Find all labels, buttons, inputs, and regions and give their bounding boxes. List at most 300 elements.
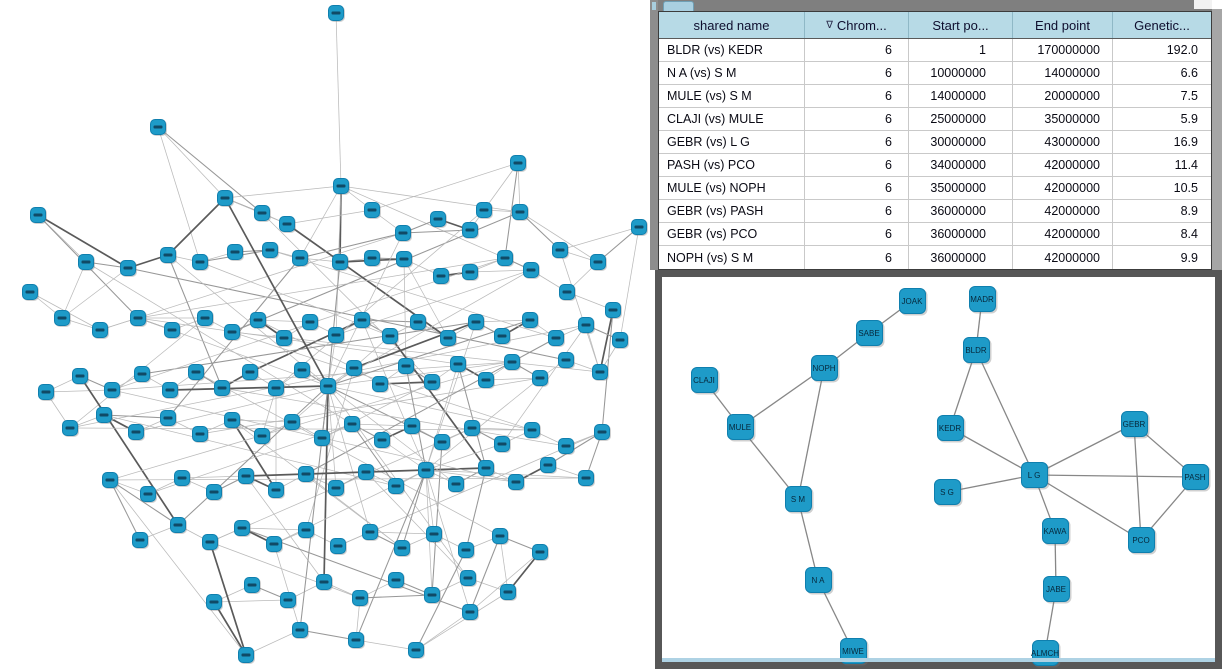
network-edge	[178, 386, 328, 525]
node-label-smudge	[508, 361, 517, 364]
table-row[interactable]	[659, 39, 1211, 62]
network-node[interactable]	[592, 364, 608, 380]
column-header-startpo[interactable]	[909, 12, 1013, 38]
node-label-smudge	[108, 389, 117, 392]
column-header-sharedname[interactable]	[659, 12, 805, 38]
column-header-label: Chrom...	[836, 17, 887, 33]
divider-collapse-handle[interactable]	[652, 2, 656, 10]
node-label-smudge	[368, 257, 377, 260]
node-label: PCO	[1132, 535, 1150, 545]
network-node[interactable]	[510, 155, 526, 171]
network-edge	[62, 268, 128, 318]
node-label-smudge	[302, 529, 311, 532]
network-node[interactable]	[134, 366, 150, 382]
node-label-smudge	[480, 209, 489, 212]
subnetwork-node-madr[interactable]	[969, 286, 996, 312]
network-node[interactable]	[250, 312, 266, 328]
subnetwork-node-mule[interactable]	[727, 414, 754, 440]
network-node[interactable]	[206, 484, 222, 500]
network-node[interactable]	[612, 332, 628, 348]
node-label-smudge	[132, 431, 141, 434]
node-label-smudge	[358, 319, 367, 322]
network-edge	[214, 600, 288, 602]
column-header-label: End point	[1035, 17, 1090, 33]
subnetwork-node-claji[interactable]	[691, 367, 718, 393]
network-node[interactable]	[388, 572, 404, 588]
network-node[interactable]	[497, 250, 513, 266]
node-label-smudge	[582, 477, 591, 480]
network-node[interactable]	[558, 438, 574, 454]
network-node[interactable]	[434, 434, 450, 450]
network-node[interactable]	[430, 211, 446, 227]
table-cell: 8.9	[1180, 204, 1198, 218]
subnetwork-bottom-edge	[662, 658, 1215, 662]
table-cell: 6	[805, 223, 909, 245]
network-node[interactable]	[631, 219, 647, 235]
network-edge	[356, 470, 426, 640]
network-node[interactable]	[268, 380, 284, 396]
node-label-smudge	[332, 12, 341, 15]
network-node[interactable]	[532, 544, 548, 560]
node-label-smudge	[82, 261, 91, 264]
column-header-label: shared name	[693, 17, 770, 33]
network-node[interactable]	[268, 482, 284, 498]
node-label-smudge	[266, 249, 275, 252]
network-node[interactable]	[140, 486, 156, 502]
network-node[interactable]	[328, 5, 344, 21]
table-row[interactable]	[659, 108, 1211, 131]
network-node[interactable]	[224, 324, 240, 340]
table-cell: 170000000	[1013, 39, 1113, 61]
subnetwork-node-sabe[interactable]	[856, 320, 883, 346]
node-label-smudge	[498, 443, 507, 446]
node-label-smudge	[562, 359, 571, 362]
network-node[interactable]	[374, 432, 390, 448]
node-label-smudge	[258, 435, 267, 438]
table-cell: 6	[805, 154, 909, 176]
network-node[interactable]	[504, 354, 520, 370]
network-edge	[158, 127, 262, 213]
table-cell: 6	[805, 200, 909, 222]
network-node[interactable]	[206, 594, 222, 610]
table-row[interactable]	[659, 85, 1211, 108]
network-edge	[46, 390, 112, 392]
network-node[interactable]	[594, 424, 610, 440]
network-node[interactable]	[512, 204, 528, 220]
network-node[interactable]	[450, 356, 466, 372]
network-edge	[287, 210, 372, 224]
network-node[interactable]	[388, 478, 404, 494]
node-label: ALMCH	[1031, 648, 1060, 658]
network-node[interactable]	[364, 250, 380, 266]
network-node[interactable]	[424, 374, 440, 390]
subnetwork-node-jabe[interactable]	[1043, 576, 1070, 602]
network-node[interactable]	[234, 520, 250, 536]
network-node[interactable]	[192, 426, 208, 442]
network-node[interactable]	[280, 592, 296, 608]
subnetwork-node-bldr[interactable]	[963, 337, 990, 363]
network-node[interactable]	[494, 436, 510, 452]
network-edge	[1034, 475, 1195, 477]
network-edge	[80, 376, 178, 525]
filter-icon[interactable]: ∇	[826, 19, 833, 31]
node-label-smudge	[464, 577, 473, 580]
table-cell: 10.5	[1173, 181, 1198, 195]
subnetwork-node-gebr[interactable]	[1121, 411, 1148, 437]
table-cell: 6	[805, 131, 909, 153]
column-header-chrom[interactable]	[805, 12, 909, 38]
network-node[interactable]	[294, 362, 310, 378]
node-label-smudge	[496, 535, 505, 538]
network-node[interactable]	[394, 540, 410, 556]
node-label-smudge	[544, 464, 553, 467]
network-node[interactable]	[132, 532, 148, 548]
network-node[interactable]	[352, 590, 368, 606]
network-edge	[1134, 424, 1141, 540]
subnetwork-node-noph[interactable]	[811, 355, 838, 381]
network-node[interactable]	[160, 410, 176, 426]
network-node[interactable]	[540, 457, 556, 473]
node-label-smudge	[336, 261, 345, 264]
network-node[interactable]	[523, 262, 539, 278]
network-node[interactable]	[197, 310, 213, 326]
subnetwork-node-kawa[interactable]	[1042, 518, 1069, 544]
network-node[interactable]	[492, 528, 508, 544]
network-node[interactable]	[22, 284, 38, 300]
network-node[interactable]	[500, 584, 516, 600]
network-node[interactable]	[476, 202, 492, 218]
network-node[interactable]	[328, 480, 344, 496]
column-header-genetic[interactable]	[1113, 12, 1211, 38]
network-edge	[225, 186, 341, 198]
network-node[interactable]	[462, 264, 478, 280]
network-edge	[246, 470, 426, 476]
network-node[interactable]	[279, 216, 295, 232]
node-label-smudge	[466, 611, 475, 614]
network-edge	[360, 595, 432, 598]
network-node[interactable]	[468, 314, 484, 330]
network-node[interactable]	[398, 358, 414, 374]
node-label-smudge	[434, 218, 443, 221]
table-row[interactable]	[659, 246, 1211, 269]
network-node[interactable]	[328, 327, 344, 343]
network-node[interactable]	[314, 430, 330, 446]
subnetwork-node-s-m[interactable]	[785, 486, 812, 512]
network-node[interactable]	[462, 222, 478, 238]
network-node[interactable]	[362, 524, 378, 540]
network-node[interactable]	[238, 468, 254, 484]
node-label-smudge	[526, 319, 535, 322]
table-cell: N A (vs) S M	[659, 62, 805, 84]
table-cell: 42000000	[1013, 154, 1113, 176]
network-node[interactable]	[188, 364, 204, 380]
network-node[interactable]	[440, 330, 456, 346]
table-row[interactable]	[659, 62, 1211, 85]
network-node[interactable]	[578, 317, 594, 333]
table-cell: CLAJI (vs) MULE	[659, 108, 805, 130]
node-label-smudge	[444, 337, 453, 340]
network-node[interactable]	[128, 424, 144, 440]
node-label-smudge	[414, 321, 423, 324]
node-label: KAWA	[1043, 526, 1067, 536]
network-node[interactable]	[292, 622, 308, 638]
network-node[interactable]	[433, 268, 449, 284]
network-node[interactable]	[242, 364, 258, 380]
edge-attribute-table	[658, 11, 1212, 270]
table-cell: 6	[805, 62, 909, 84]
node-label-smudge	[536, 377, 545, 380]
node-label-smudge	[258, 212, 267, 215]
network-node[interactable]	[464, 420, 480, 436]
node-label-smudge	[376, 383, 385, 386]
network-node[interactable]	[92, 322, 108, 338]
subnetwork-node-kedr[interactable]	[937, 415, 964, 441]
network-node[interactable]	[102, 472, 118, 488]
network-edge	[110, 480, 246, 655]
node-label-smudge	[178, 477, 187, 480]
network-node[interactable]	[522, 312, 538, 328]
table-cell: 36000000	[909, 223, 1013, 245]
node-label-smudge	[504, 591, 513, 594]
network-node[interactable]	[408, 642, 424, 658]
node-label-smudge	[228, 419, 237, 422]
network-node[interactable]	[150, 119, 166, 135]
network-node[interactable]	[160, 247, 176, 263]
table-row[interactable]	[659, 177, 1211, 200]
node-label-smudge	[512, 481, 521, 484]
node-label: L G	[1027, 470, 1041, 480]
node-label-smudge	[242, 654, 251, 657]
network-node[interactable]	[292, 250, 308, 266]
network-node[interactable]	[254, 205, 270, 221]
network-node[interactable]	[104, 382, 120, 398]
table-row[interactable]	[659, 154, 1211, 177]
node-label-smudge	[556, 249, 565, 252]
node-label-smudge	[527, 269, 536, 272]
node-label: JABE	[1045, 584, 1066, 594]
network-node[interactable]	[418, 462, 434, 478]
network-node[interactable]	[30, 207, 46, 223]
network-node[interactable]	[54, 310, 70, 326]
network-node[interactable]	[227, 244, 243, 260]
network-node[interactable]	[333, 178, 349, 194]
node-label-smudge	[221, 197, 230, 200]
node-label-smudge	[466, 271, 475, 274]
network-node[interactable]	[302, 314, 318, 330]
network-node[interactable]	[478, 372, 494, 388]
network-edge	[976, 350, 1034, 475]
network-node[interactable]	[254, 428, 270, 444]
network-node[interactable]	[348, 632, 364, 648]
network-edge	[356, 640, 416, 650]
network-node[interactable]	[532, 370, 548, 386]
network-node[interactable]	[524, 422, 540, 438]
table-cell: 16.9	[1173, 135, 1198, 149]
network-node[interactable]	[478, 460, 494, 476]
node-label-smudge	[306, 321, 315, 324]
table-cell: 42000000	[1013, 177, 1113, 199]
network-node[interactable]	[170, 517, 186, 533]
network-edge	[798, 368, 824, 499]
network-node[interactable]	[316, 574, 332, 590]
network-node[interactable]	[605, 302, 621, 318]
table-cell: 42000000	[1013, 246, 1113, 269]
node-label-smudge	[106, 479, 115, 482]
subnetwork-node-joak[interactable]	[899, 288, 926, 314]
node-label: BLDR	[965, 345, 987, 355]
network-node[interactable]	[96, 407, 112, 423]
network-node[interactable]	[494, 328, 510, 344]
node-label-smudge	[454, 363, 463, 366]
table-cell: 1	[909, 39, 1013, 61]
network-node[interactable]	[346, 360, 362, 376]
node-label-smudge	[288, 421, 297, 424]
node-label-smudge	[348, 423, 357, 426]
network-node[interactable]	[276, 330, 292, 346]
node-label-smudge	[164, 417, 173, 420]
network-node[interactable]	[458, 542, 474, 558]
subnetwork-canvas	[662, 277, 1215, 662]
node-label-smudge	[272, 489, 281, 492]
node-label-smudge	[174, 524, 183, 527]
table-cell: 11.4	[1174, 158, 1198, 172]
column-header-label: Start po...	[932, 17, 989, 33]
network-node[interactable]	[448, 476, 464, 492]
table-row[interactable]	[659, 223, 1211, 246]
subnetwork-node-n-a[interactable]	[805, 567, 832, 593]
table-body	[659, 39, 1211, 269]
network-node[interactable]	[298, 466, 314, 482]
subnetwork-node-almch[interactable]	[1032, 640, 1059, 666]
network-node[interactable]	[508, 474, 524, 490]
network-node[interactable]	[266, 536, 282, 552]
node-label: KEDR	[938, 423, 962, 433]
table-cell: 34000000	[909, 154, 1013, 176]
node-label-smudge	[254, 319, 263, 322]
table-cell: 35000000	[909, 177, 1013, 199]
network-node[interactable]	[130, 310, 146, 326]
network-node[interactable]	[38, 384, 54, 400]
network-node[interactable]	[164, 322, 180, 338]
network-node[interactable]	[590, 254, 606, 270]
network-node[interactable]	[202, 534, 218, 550]
network-node[interactable]	[396, 251, 412, 267]
node-label-smudge	[536, 551, 545, 554]
node-label-smudge	[609, 309, 618, 312]
network-node[interactable]	[262, 242, 278, 258]
table-cell: 6	[805, 177, 909, 199]
pane-divider[interactable]	[650, 0, 658, 270]
network-node[interactable]	[298, 522, 314, 538]
subnetwork-node-l-g[interactable]	[1021, 462, 1048, 488]
network-node[interactable]	[330, 538, 346, 554]
network-node[interactable]	[372, 376, 388, 392]
node-label-smudge	[284, 599, 293, 602]
node-label-smudge	[201, 317, 210, 320]
network-node[interactable]	[224, 412, 240, 428]
node-label-smudge	[438, 441, 447, 444]
column-header-endpoint[interactable]	[1013, 12, 1113, 38]
node-label-smudge	[218, 387, 227, 390]
network-node[interactable]	[120, 260, 136, 276]
subnetwork-node-pash[interactable]	[1182, 464, 1209, 490]
network-node[interactable]	[72, 368, 88, 384]
network-node[interactable]	[217, 190, 233, 206]
network-node[interactable]	[395, 225, 411, 241]
node-label-smudge	[562, 445, 571, 448]
network-node[interactable]	[62, 420, 78, 436]
node-label-smudge	[246, 371, 255, 374]
network-edge	[128, 268, 566, 360]
network-node[interactable]	[162, 382, 178, 398]
node-label-smudge	[136, 539, 145, 542]
network-node[interactable]	[424, 587, 440, 603]
network-node[interactable]	[332, 254, 348, 270]
table-cell: 25000000	[909, 108, 1013, 130]
network-node[interactable]	[462, 604, 478, 620]
network-node[interactable]	[354, 312, 370, 328]
network-edge	[620, 227, 639, 340]
network-node[interactable]	[238, 647, 254, 663]
node-label-smudge	[635, 226, 644, 229]
network-node[interactable]	[552, 242, 568, 258]
network-node[interactable]	[174, 470, 190, 486]
node-label-smudge	[422, 469, 431, 472]
node-label-smudge	[283, 223, 292, 226]
subnetwork-node-s-g[interactable]	[934, 479, 961, 505]
network-node[interactable]	[460, 570, 476, 586]
network-node[interactable]	[364, 202, 380, 218]
network-edge	[274, 544, 300, 630]
table-cell: 43000000	[1013, 131, 1113, 153]
node-label-smudge	[154, 126, 163, 129]
table-vertical-scrollbar[interactable]	[1212, 9, 1222, 270]
network-node[interactable]	[426, 526, 442, 542]
network-node[interactable]	[558, 352, 574, 368]
table-row[interactable]	[659, 200, 1211, 223]
node-label-smudge	[302, 473, 311, 476]
subnetwork-node-pco[interactable]	[1128, 527, 1155, 553]
network-node[interactable]	[214, 380, 230, 396]
table-cell: BLDR (vs) KEDR	[659, 39, 805, 61]
node-label-smudge	[196, 433, 205, 436]
network-node[interactable]	[382, 328, 398, 344]
network-node[interactable]	[404, 418, 420, 434]
node-label-smudge	[350, 367, 359, 370]
network-node[interactable]	[284, 414, 300, 430]
table-row[interactable]	[659, 131, 1211, 154]
network-edge	[158, 127, 200, 262]
table-cell: 7.5	[1180, 89, 1198, 103]
network-node[interactable]	[548, 330, 564, 346]
node-label-smudge	[498, 335, 507, 338]
table-panel-tab[interactable]	[663, 1, 694, 11]
network-node[interactable]	[320, 378, 336, 394]
network-node[interactable]	[344, 416, 360, 432]
network-node[interactable]	[410, 314, 426, 330]
network-node[interactable]	[559, 284, 575, 300]
network-node[interactable]	[192, 254, 208, 270]
node-label-smudge	[272, 387, 281, 390]
subnetwork-panel[interactable]	[655, 270, 1222, 669]
node-label-smudge	[238, 527, 247, 530]
network-node[interactable]	[358, 464, 374, 480]
network-edge	[352, 424, 412, 426]
node-label-smudge	[482, 379, 491, 382]
network-node[interactable]	[78, 254, 94, 270]
network-node[interactable]	[578, 470, 594, 486]
network-node[interactable]	[244, 577, 260, 593]
